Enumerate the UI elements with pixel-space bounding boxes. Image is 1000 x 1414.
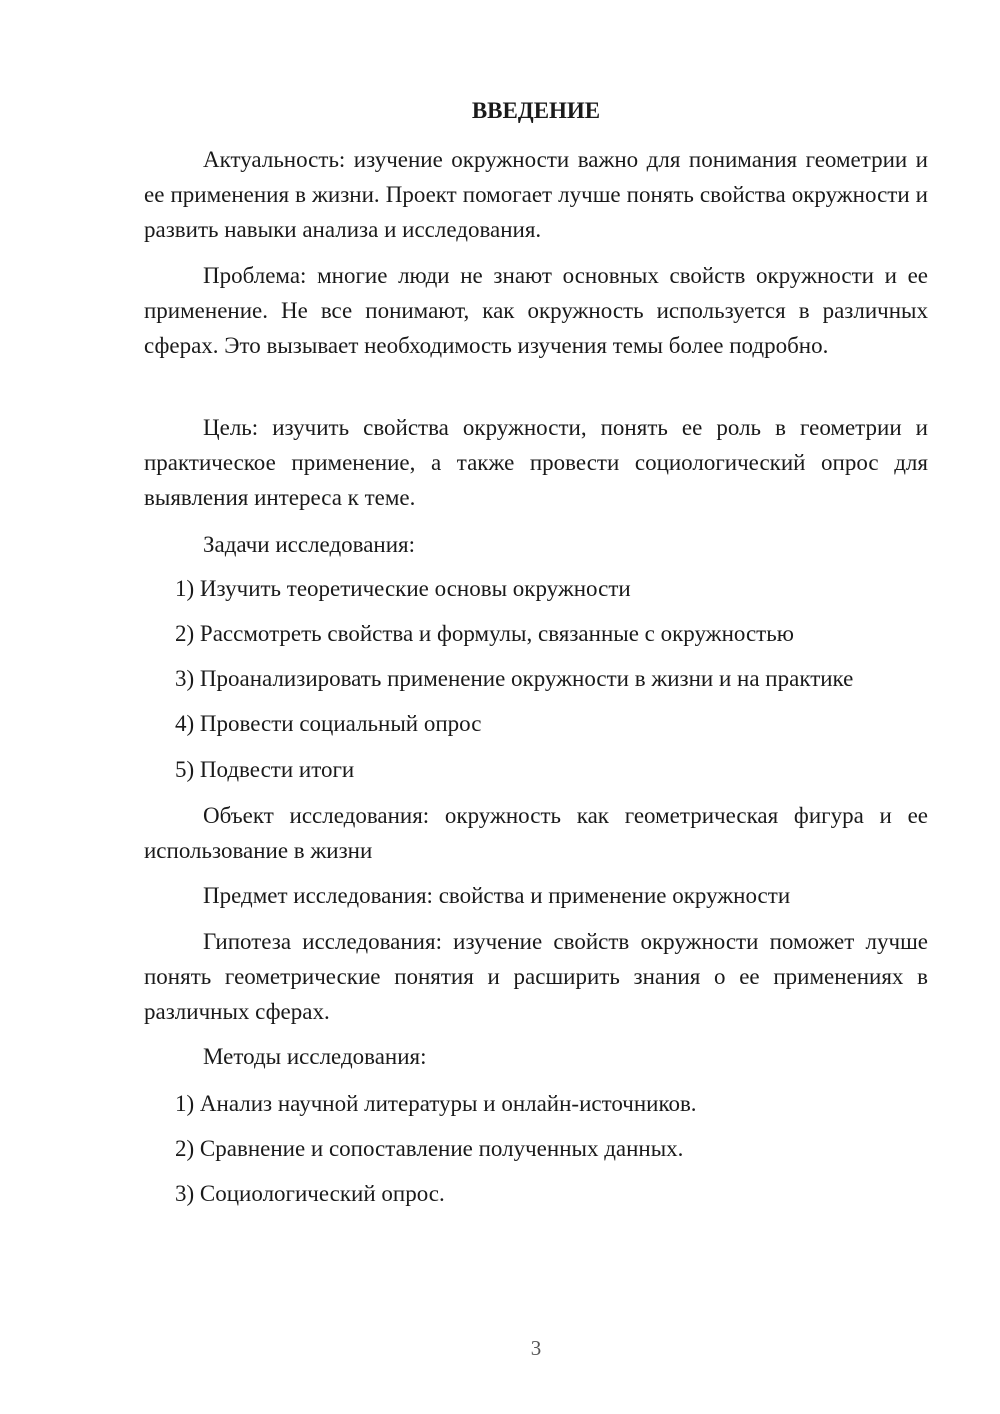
paragraph-hypothesis: Гипотеза исследования: изучение свойств окружности поможет лучше понять геометрические понятия и расширить знания о ее применениях в различных сферах. (144, 929, 928, 1024)
paragraph-problem: Проблема: многие люди не знают основных свойств окружности и ее применение. Не все понимают, как окружность используется в различных сферах. Это вызывает необходимость изучения темы более подробно. (144, 263, 928, 358)
paragraph-relevance: Актуальность: изучение окружности важно для понимания геометрии и ее применения в жизни. Проект помогает лучше понять свойства окружности и развить навыки анализа и исследования. (144, 147, 928, 242)
document-page (144, 0, 928, 1414)
task-item-4: 4) Провести социальный опрос (175, 711, 482, 736)
paragraph-goal: Цель: изучить свойства окружности, понять ее роль в геометрии и практическое применение, а также провести социологический опрос для выявления интереса к теме. (144, 415, 928, 510)
method-item-1: 1) Анализ научной литературы и онлайн-источников. (175, 1091, 697, 1116)
task-item-3: 3) Проанализировать применение окружности в жизни и на практике (175, 666, 854, 691)
page-title: ВВЕДЕНИЕ (471, 98, 601, 123)
task-item-2: 2) Рассмотреть свойства и формулы, связанные с окружностью (175, 621, 794, 646)
method-item-2: 2) Сравнение и сопоставление полученных данных. (175, 1136, 684, 1161)
paragraph-object: Объект исследования: окружность как геометрическая фигура и ее использование в жизни (144, 803, 928, 863)
task-item-5: 5) Подвести итоги (175, 757, 355, 782)
task-item-1: 1) Изучить теоретические основы окружности (175, 576, 631, 601)
methods-heading: Методы исследования: (203, 1044, 427, 1069)
page-number: 3 (530, 1336, 542, 1360)
paragraph-subject: Предмет исследования: свойства и применение окружности (203, 883, 791, 908)
method-item-3: 3) Социологический опрос. (175, 1181, 445, 1206)
tasks-heading: Задачи исследования: (203, 532, 416, 557)
